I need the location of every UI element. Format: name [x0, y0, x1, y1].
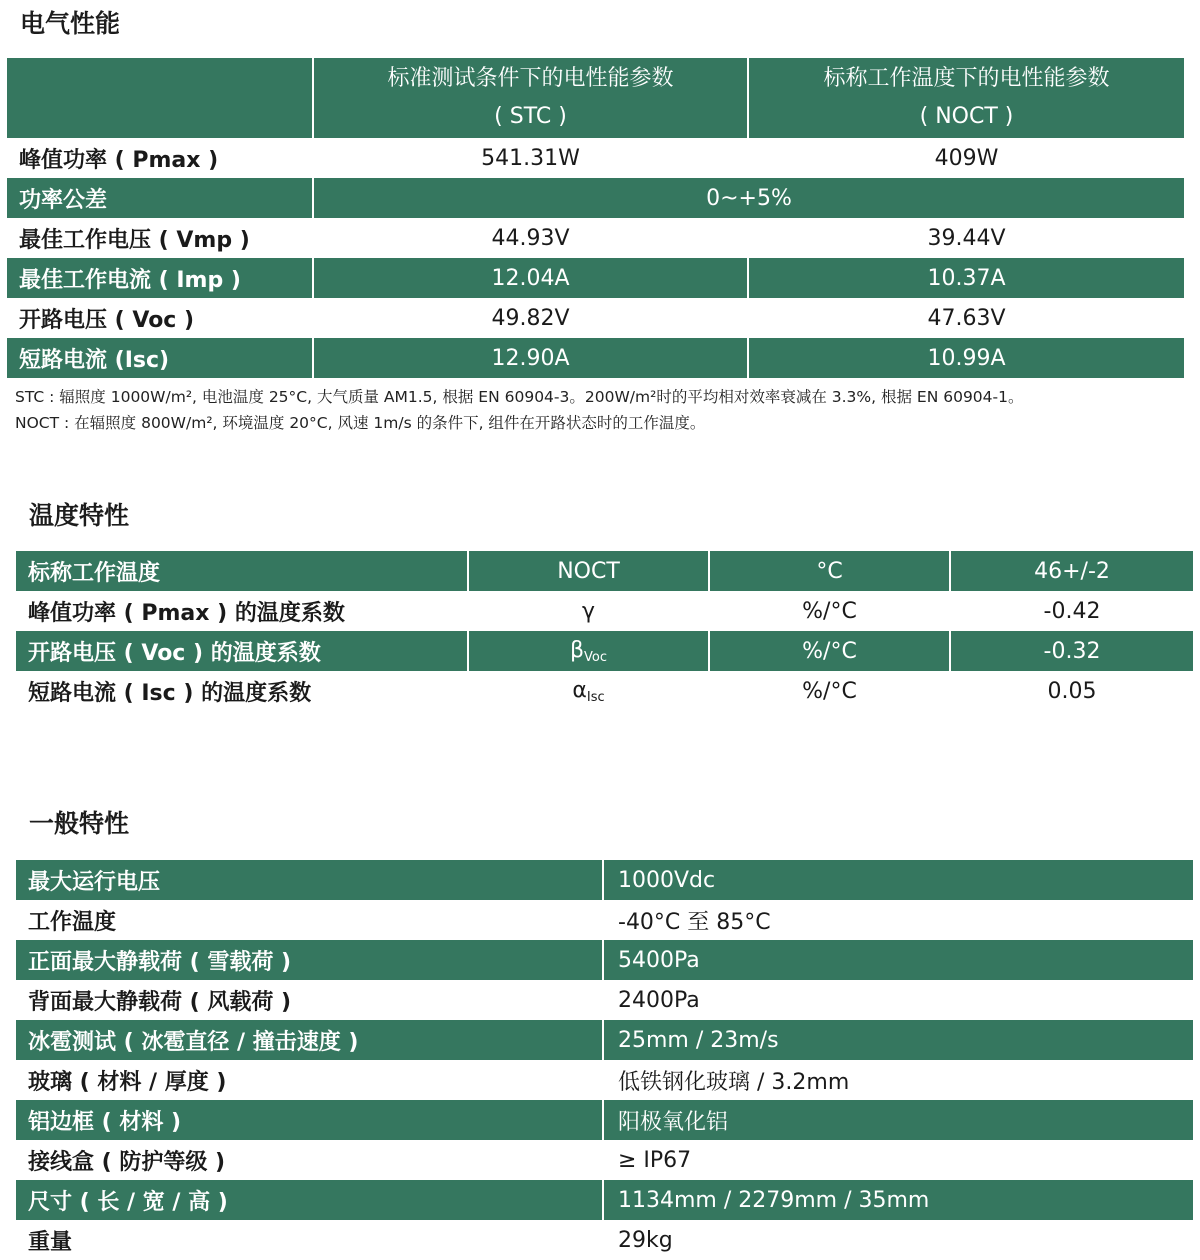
- symbol-subscript: Isc: [586, 689, 605, 705]
- row-label: 玻璃 ( 材料 / 厚度 ): [16, 1060, 603, 1100]
- row-value: 低铁钢化玻璃 / 3.2mm: [603, 1060, 1193, 1100]
- header-empty-cell: [7, 58, 313, 138]
- row-value: 1134mm / 2279mm / 35mm: [603, 1180, 1193, 1220]
- symbol-cell: [468, 551, 709, 591]
- row-value: ≥ IP67: [603, 1140, 1193, 1180]
- table-row: [16, 631, 1193, 671]
- header-noct-abbr: ( NOCT ): [919, 104, 1014, 129]
- table-row: [7, 178, 1184, 218]
- merged-value: 0~+5%: [313, 178, 1184, 218]
- unit-cell: °C: [709, 551, 950, 591]
- symbol: NOCT: [557, 558, 620, 584]
- symbol-subscript: Voc: [584, 649, 608, 665]
- row-value: -40°C 至 85°C: [603, 900, 1193, 940]
- value-cell: 0.05: [950, 671, 1193, 711]
- stc-value: 12.04A: [313, 258, 748, 298]
- unit-cell: %/°C: [709, 671, 950, 711]
- row-label: 冰雹测试 ( 冰雹直径 / 撞击速度 ): [16, 1020, 603, 1060]
- stc-value: 541.31W: [313, 138, 748, 178]
- table-row: [16, 940, 1193, 980]
- table-row: [16, 1180, 1193, 1220]
- value-cell: -0.32: [950, 631, 1193, 671]
- row-label: 最佳工作电流 ( Imp ): [7, 258, 313, 298]
- value-cell: 46+/-2: [950, 551, 1193, 591]
- row-label: 短路电流 (Isc): [7, 338, 313, 378]
- symbol: α: [572, 677, 587, 703]
- table-row: [7, 338, 1184, 378]
- symbol-cell: [468, 591, 709, 631]
- row-value: 5400Pa: [603, 940, 1193, 980]
- temperature-section-title: 温度特性: [29, 501, 130, 530]
- general-section-title: 一般特性: [29, 809, 130, 838]
- table-row: [16, 900, 1193, 940]
- row-label: 铝边框 ( 材料 ): [16, 1100, 603, 1140]
- row-label: 接线盒 ( 防护等级 ): [16, 1140, 603, 1180]
- row-value: 29kg: [603, 1220, 1193, 1260]
- header-stc-title: 标准测试条件下的电性能参数: [387, 66, 674, 91]
- symbol: β: [569, 637, 585, 663]
- table-row: [16, 1020, 1193, 1060]
- table-row: [16, 860, 1193, 900]
- symbol: γ: [581, 598, 596, 624]
- table-row: [7, 258, 1184, 298]
- noct-value: 10.99A: [748, 338, 1184, 378]
- table-row: [16, 1100, 1193, 1140]
- general-table: [16, 860, 1193, 1260]
- row-label: 工作温度: [16, 900, 603, 940]
- electrical-section-title: 电气性能: [20, 9, 121, 38]
- row-label: 开路电压 ( Voc ): [7, 298, 313, 338]
- electrical-notes: [15, 384, 1185, 436]
- row-label: 尺寸 ( 长 / 宽 / 高 ): [16, 1180, 603, 1220]
- row-label: 最佳工作电压 ( Vmp ): [7, 218, 313, 258]
- symbol-cell: [468, 671, 709, 711]
- row-value: 阳极氧化铝: [603, 1100, 1193, 1140]
- table-row: [16, 1060, 1193, 1100]
- table-row: [16, 591, 1193, 631]
- table-row: [16, 1140, 1193, 1180]
- noct-value: 409W: [748, 138, 1184, 178]
- header-noct-title: 标称工作温度下的电性能参数: [823, 66, 1110, 91]
- row-label: 最大运行电压: [16, 860, 603, 900]
- table-row: [7, 298, 1184, 338]
- table-row: [7, 138, 1184, 178]
- row-value: 25mm / 23m/s: [603, 1020, 1193, 1060]
- stc-value: 49.82V: [313, 298, 748, 338]
- value-cell: -0.42: [950, 591, 1193, 631]
- temperature-table: [16, 551, 1193, 711]
- unit-cell: %/°C: [709, 591, 950, 631]
- noct-value: 47.63V: [748, 298, 1184, 338]
- header-stc-abbr: ( STC ): [494, 104, 567, 129]
- electrical-table: [7, 58, 1184, 378]
- unit-cell: %/°C: [709, 631, 950, 671]
- table-row: [16, 671, 1193, 711]
- row-label: 正面最大静载荷 ( 雪载荷 ): [16, 940, 603, 980]
- row-label: 功率公差: [7, 178, 313, 218]
- header-noct-cell: [748, 58, 1184, 138]
- row-label: 峰值功率 ( Pmax ) 的温度系数: [16, 591, 468, 631]
- row-value: 2400Pa: [603, 980, 1193, 1020]
- row-label: 背面最大静载荷 ( 风载荷 ): [16, 980, 603, 1020]
- symbol-cell: [468, 631, 709, 671]
- electrical-header-row: [7, 58, 1184, 138]
- stc-value: 12.90A: [313, 338, 748, 378]
- table-row: [16, 980, 1193, 1020]
- noct-value: 39.44V: [748, 218, 1184, 258]
- table-row: [7, 218, 1184, 258]
- stc-value: 44.93V: [313, 218, 748, 258]
- table-row: [16, 1220, 1193, 1260]
- header-stc-cell: [313, 58, 748, 138]
- row-label: 开路电压 ( Voc ) 的温度系数: [16, 631, 468, 671]
- stc-note: STC : 辐照度 1000W/m², 电池温度 25°C, 大气质量 AM1.5, 根据 EN 60904-3。200W/m²时的平均相对效率衰减在 3.3%, 根据 EN 60904-1。: [15, 388, 1024, 406]
- table-row: [16, 551, 1193, 591]
- row-value: 1000Vdc: [603, 860, 1193, 900]
- row-label: 重量: [16, 1220, 603, 1260]
- noct-note: NOCT : 在辐照度 800W/m², 环境温度 20°C, 风速 1m/s 的条件下, 组件在开路状态时的工作温度。: [15, 414, 706, 432]
- row-label: 峰值功率 ( Pmax ): [7, 138, 313, 178]
- row-label: 标称工作温度: [16, 551, 468, 591]
- noct-value: 10.37A: [748, 258, 1184, 298]
- row-label: 短路电流 ( Isc ) 的温度系数: [16, 671, 468, 711]
